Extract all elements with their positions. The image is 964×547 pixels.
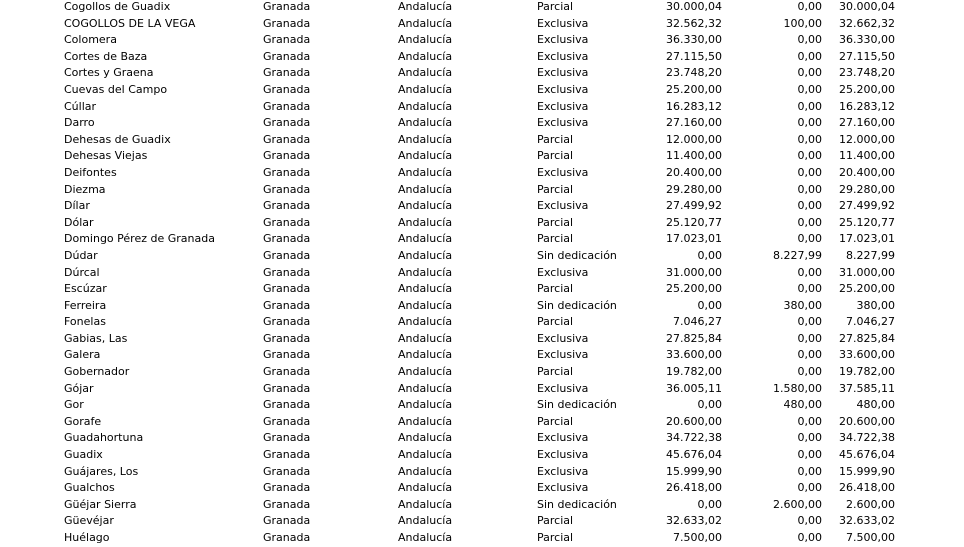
municipality-cell: Gójar — [64, 381, 94, 395]
dedication-cell: Sin dedicación — [537, 298, 617, 312]
amount-2-cell: 0,00 — [797, 265, 822, 279]
table-row — [0, 347, 964, 364]
total-cell: 7.046,27 — [846, 315, 895, 329]
dedication-cell: Exclusiva — [537, 331, 589, 345]
municipality-cell: Guadahortuna — [64, 431, 144, 445]
dedication-cell: Parcial — [537, 282, 574, 296]
total-cell: 19.782,00 — [839, 365, 895, 379]
table-row — [0, 82, 964, 99]
amount-1-cell: 12.000,00 — [666, 132, 722, 146]
municipality-cell: Cortes de Baza — [64, 49, 148, 63]
dedication-cell: Parcial — [537, 0, 574, 13]
amount-2-cell: 0,00 — [797, 414, 822, 428]
region-cell: Andalucía — [398, 348, 453, 362]
dedication-cell: Exclusiva — [537, 165, 589, 179]
region-cell: Andalucía — [398, 315, 453, 329]
amount-2-cell: 0,00 — [797, 215, 822, 229]
province-cell: Granada — [263, 248, 311, 262]
amount-1-cell: 32.633,02 — [666, 514, 722, 528]
province-cell: Granada — [263, 365, 311, 379]
province-cell: Granada — [263, 381, 311, 395]
total-cell: 8.227,99 — [846, 248, 895, 262]
table-row — [0, 148, 964, 165]
province-cell: Granada — [263, 531, 311, 544]
municipality-cell: Gobernador — [64, 365, 130, 379]
municipality-cell: Escúzar — [64, 282, 107, 296]
total-cell: 31.000,00 — [839, 265, 895, 279]
table-row — [0, 447, 964, 464]
table-row — [0, 480, 964, 497]
municipality-cell: Dílar — [64, 199, 90, 213]
amount-2-cell: 0,00 — [797, 165, 822, 179]
municipality-cell: Huélago — [64, 531, 110, 544]
dedication-cell: Parcial — [537, 132, 574, 146]
total-cell: 480,00 — [856, 398, 895, 412]
table-row — [0, 132, 964, 149]
amount-1-cell: 33.600,00 — [666, 348, 722, 362]
table-row — [0, 65, 964, 82]
province-cell: Granada — [263, 448, 311, 462]
table-row — [0, 99, 964, 116]
table-row — [0, 32, 964, 49]
amount-2-cell: 0,00 — [797, 448, 822, 462]
amount-2-cell: 0,00 — [797, 99, 822, 113]
amount-1-cell: 23.748,20 — [666, 66, 722, 80]
region-cell: Andalucía — [398, 464, 453, 478]
municipality-cell: Galera — [64, 348, 101, 362]
dedication-cell: Parcial — [537, 414, 574, 428]
municipality-cell: Ferreira — [64, 298, 107, 312]
amount-2-cell: 0,00 — [797, 66, 822, 80]
province-cell: Granada — [263, 99, 311, 113]
region-cell: Andalucía — [398, 431, 453, 445]
amount-1-cell: 32.562,32 — [666, 16, 722, 30]
dedication-cell: Exclusiva — [537, 481, 589, 495]
dedication-cell: Sin dedicación — [537, 248, 617, 262]
amount-1-cell: 27.115,50 — [666, 49, 722, 63]
dedication-cell: Exclusiva — [537, 448, 589, 462]
amount-2-cell: 0,00 — [797, 464, 822, 478]
region-cell: Andalucía — [398, 16, 453, 30]
province-cell: Granada — [263, 132, 311, 146]
table-row — [0, 331, 964, 348]
municipality-cell: Güéjar Sierra — [64, 497, 137, 511]
municipality-cell: Cúllar — [64, 99, 97, 113]
municipality-cell: Diezma — [64, 182, 106, 196]
amount-1-cell: 15.999,90 — [666, 464, 722, 478]
municipality-cell: Fonelas — [64, 315, 106, 329]
municipality-cell: Cuevas del Campo — [64, 82, 168, 96]
dedication-cell: Exclusiva — [537, 431, 589, 445]
table-row — [0, 281, 964, 298]
region-cell: Andalucía — [398, 232, 453, 246]
total-cell: 32.662,32 — [839, 16, 895, 30]
municipality-cell: Guadix — [64, 448, 103, 462]
province-cell: Granada — [263, 282, 311, 296]
dedication-cell: Exclusiva — [537, 33, 589, 47]
table-row — [0, 215, 964, 232]
table-row — [0, 497, 964, 514]
amount-2-cell: 100,00 — [783, 16, 822, 30]
province-cell: Granada — [263, 348, 311, 362]
amount-2-cell: 0,00 — [797, 232, 822, 246]
dedication-cell: Parcial — [537, 365, 574, 379]
region-cell: Andalucía — [398, 481, 453, 495]
province-cell: Granada — [263, 16, 311, 30]
amount-1-cell: 19.782,00 — [666, 365, 722, 379]
dedication-cell: Exclusiva — [537, 16, 589, 30]
municipality-cell: Cortes y Graena — [64, 66, 154, 80]
province-cell: Granada — [263, 199, 311, 213]
amount-2-cell: 0,00 — [797, 199, 822, 213]
table-row — [0, 165, 964, 182]
region-cell: Andalucía — [398, 531, 453, 544]
table-row — [0, 16, 964, 33]
region-cell: Andalucía — [398, 265, 453, 279]
province-cell: Granada — [263, 182, 311, 196]
dedication-cell: Exclusiva — [537, 381, 589, 395]
region-cell: Andalucía — [398, 199, 453, 213]
amount-1-cell: 30.000,04 — [666, 0, 722, 13]
amount-1-cell: 0,00 — [697, 398, 722, 412]
region-cell: Andalucía — [398, 514, 453, 528]
amount-2-cell: 0,00 — [797, 132, 822, 146]
total-cell: 25.200,00 — [839, 82, 895, 96]
amount-2-cell: 0,00 — [797, 82, 822, 96]
dedication-cell: Parcial — [537, 182, 574, 196]
province-cell: Granada — [263, 398, 311, 412]
amount-2-cell: 8.227,99 — [773, 248, 822, 262]
total-cell: 7.500,00 — [846, 531, 895, 544]
province-cell: Granada — [263, 215, 311, 229]
province-cell: Granada — [263, 265, 311, 279]
dedication-cell: Parcial — [537, 232, 574, 246]
municipality-cell: Colomera — [64, 33, 117, 47]
region-cell: Andalucía — [398, 99, 453, 113]
total-cell: 27.115,50 — [839, 49, 895, 63]
table-row — [0, 381, 964, 398]
amount-1-cell: 31.000,00 — [666, 265, 722, 279]
total-cell: 25.200,00 — [839, 282, 895, 296]
amount-1-cell: 0,00 — [697, 248, 722, 262]
dedication-cell: Exclusiva — [537, 82, 589, 96]
table-row — [0, 414, 964, 431]
amount-1-cell: 26.418,00 — [666, 481, 722, 495]
region-cell: Andalucía — [398, 0, 453, 13]
table-row — [0, 513, 964, 530]
total-cell: 30.000,04 — [839, 0, 895, 13]
amount-2-cell: 0,00 — [797, 365, 822, 379]
total-cell: 32.633,02 — [839, 514, 895, 528]
municipality-cell: Deifontes — [64, 165, 117, 179]
province-cell: Granada — [263, 33, 311, 47]
amount-2-cell: 0,00 — [797, 49, 822, 63]
dedication-cell: Parcial — [537, 315, 574, 329]
total-cell: 27.499,92 — [839, 199, 895, 213]
total-cell: 15.999,90 — [839, 464, 895, 478]
municipality-cell: COGOLLOS DE LA VEGA — [64, 16, 196, 30]
total-cell: 45.676,04 — [839, 448, 895, 462]
municipality-cell: Gorafe — [64, 414, 102, 428]
table-row — [0, 231, 964, 248]
region-cell: Andalucía — [398, 215, 453, 229]
table-row — [0, 298, 964, 315]
total-cell: 23.748,20 — [839, 66, 895, 80]
table-row — [0, 464, 964, 481]
municipality-cell: Darro — [64, 116, 95, 130]
municipality-cell: Guájares, Los — [64, 464, 139, 478]
total-cell: 26.418,00 — [839, 481, 895, 495]
amount-1-cell: 36.330,00 — [666, 33, 722, 47]
amount-1-cell: 27.825,84 — [666, 331, 722, 345]
dedication-cell: Exclusiva — [537, 49, 589, 63]
dedication-cell: Exclusiva — [537, 265, 589, 279]
region-cell: Andalucía — [398, 116, 453, 130]
dedication-cell: Parcial — [537, 531, 574, 544]
total-cell: 12.000,00 — [839, 132, 895, 146]
province-cell: Granada — [263, 414, 311, 428]
total-cell: 16.283,12 — [839, 99, 895, 113]
total-cell: 11.400,00 — [839, 149, 895, 163]
dedication-cell: Sin dedicación — [537, 398, 617, 412]
dedication-cell: Exclusiva — [537, 464, 589, 478]
table-row — [0, 314, 964, 331]
table-row — [0, 198, 964, 215]
province-cell: Granada — [263, 165, 311, 179]
amount-2-cell: 0,00 — [797, 481, 822, 495]
amount-2-cell: 0,00 — [797, 33, 822, 47]
amount-2-cell: 0,00 — [797, 116, 822, 130]
municipality-cell: Cogollos de Guadix — [64, 0, 171, 13]
municipality-cell: Dúdar — [64, 248, 98, 262]
province-cell: Granada — [263, 0, 311, 13]
municipality-cell: Domingo Pérez de Granada — [64, 232, 215, 246]
table-row — [0, 49, 964, 66]
municipality-cell: Dehesas Viejas — [64, 149, 148, 163]
amount-1-cell: 0,00 — [697, 298, 722, 312]
amount-1-cell: 29.280,00 — [666, 182, 722, 196]
amount-1-cell: 7.500,00 — [673, 531, 722, 544]
province-cell: Granada — [263, 49, 311, 63]
municipality-cell: Güevéjar — [64, 514, 114, 528]
municipality-cell: Dehesas de Guadix — [64, 132, 171, 146]
amount-2-cell: 0,00 — [797, 182, 822, 196]
province-cell: Granada — [263, 298, 311, 312]
table-row — [0, 265, 964, 282]
amount-2-cell: 0,00 — [797, 531, 822, 544]
table-row — [0, 530, 964, 547]
dedication-cell: Exclusiva — [537, 99, 589, 113]
amount-1-cell: 11.400,00 — [666, 149, 722, 163]
province-cell: Granada — [263, 431, 311, 445]
total-cell: 20.400,00 — [839, 165, 895, 179]
total-cell: 36.330,00 — [839, 33, 895, 47]
amount-1-cell: 25.200,00 — [666, 82, 722, 96]
total-cell: 27.825,84 — [839, 331, 895, 345]
amount-2-cell: 0,00 — [797, 149, 822, 163]
region-cell: Andalucía — [398, 165, 453, 179]
province-cell: Granada — [263, 315, 311, 329]
amount-1-cell: 27.499,92 — [666, 199, 722, 213]
total-cell: 380,00 — [856, 298, 895, 312]
amount-2-cell: 0,00 — [797, 431, 822, 445]
dedication-cell: Sin dedicación — [537, 497, 617, 511]
region-cell: Andalucía — [398, 49, 453, 63]
dedication-cell: Parcial — [537, 149, 574, 163]
municipality-cell: Gor — [64, 398, 84, 412]
region-cell: Andalucía — [398, 365, 453, 379]
amount-2-cell: 1.580,00 — [773, 381, 822, 395]
region-cell: Andalucía — [398, 66, 453, 80]
table-row — [0, 182, 964, 199]
municipality-cell: Dólar — [64, 215, 94, 229]
region-cell: Andalucía — [398, 298, 453, 312]
province-cell: Granada — [263, 116, 311, 130]
province-cell: Granada — [263, 149, 311, 163]
table-row — [0, 0, 964, 16]
municipality-cell: Gabias, Las — [64, 331, 128, 345]
region-cell: Andalucía — [398, 497, 453, 511]
dedication-cell: Exclusiva — [537, 199, 589, 213]
amount-2-cell: 380,00 — [783, 298, 822, 312]
table-row — [0, 115, 964, 132]
province-cell: Granada — [263, 331, 311, 345]
region-cell: Andalucía — [398, 82, 453, 96]
table-row — [0, 397, 964, 414]
province-cell: Granada — [263, 497, 311, 511]
total-cell: 25.120,77 — [839, 215, 895, 229]
amount-1-cell: 25.120,77 — [666, 215, 722, 229]
amount-1-cell: 36.005,11 — [666, 381, 722, 395]
amount-1-cell: 16.283,12 — [666, 99, 722, 113]
total-cell: 17.023,01 — [839, 232, 895, 246]
amount-2-cell: 2.600,00 — [773, 497, 822, 511]
province-cell: Granada — [263, 232, 311, 246]
amount-1-cell: 20.600,00 — [666, 414, 722, 428]
amount-1-cell: 45.676,04 — [666, 448, 722, 462]
dedication-cell: Exclusiva — [537, 66, 589, 80]
region-cell: Andalucía — [398, 331, 453, 345]
dedication-cell: Exclusiva — [537, 348, 589, 362]
amount-2-cell: 0,00 — [797, 514, 822, 528]
province-cell: Granada — [263, 464, 311, 478]
dedication-cell: Exclusiva — [537, 116, 589, 130]
amount-2-cell: 0,00 — [797, 315, 822, 329]
region-cell: Andalucía — [398, 182, 453, 196]
amount-2-cell: 0,00 — [797, 282, 822, 296]
total-cell: 33.600,00 — [839, 348, 895, 362]
total-cell: 29.280,00 — [839, 182, 895, 196]
province-cell: Granada — [263, 66, 311, 80]
total-cell: 37.585,11 — [839, 381, 895, 395]
region-cell: Andalucía — [398, 149, 453, 163]
amount-1-cell: 17.023,01 — [666, 232, 722, 246]
amount-2-cell: 0,00 — [797, 0, 822, 13]
table-row — [0, 248, 964, 265]
amount-1-cell: 34.722,38 — [666, 431, 722, 445]
province-cell: Granada — [263, 82, 311, 96]
amount-1-cell: 25.200,00 — [666, 282, 722, 296]
region-cell: Andalucía — [398, 248, 453, 262]
total-cell: 27.160,00 — [839, 116, 895, 130]
table-row — [0, 430, 964, 447]
total-cell: 2.600,00 — [846, 497, 895, 511]
amount-1-cell: 0,00 — [697, 497, 722, 511]
region-cell: Andalucía — [398, 381, 453, 395]
region-cell: Andalucía — [398, 282, 453, 296]
total-cell: 34.722,38 — [839, 431, 895, 445]
amount-1-cell: 27.160,00 — [666, 116, 722, 130]
region-cell: Andalucía — [398, 448, 453, 462]
region-cell: Andalucía — [398, 414, 453, 428]
region-cell: Andalucía — [398, 398, 453, 412]
municipality-cell: Dúrcal — [64, 265, 100, 279]
table-row — [0, 364, 964, 381]
province-cell: Granada — [263, 514, 311, 528]
amount-1-cell: 7.046,27 — [673, 315, 722, 329]
total-cell: 20.600,00 — [839, 414, 895, 428]
amount-2-cell: 480,00 — [783, 398, 822, 412]
amount-2-cell: 0,00 — [797, 348, 822, 362]
municipality-cell: Gualchos — [64, 481, 115, 495]
dedication-cell: Parcial — [537, 215, 574, 229]
amount-1-cell: 20.400,00 — [666, 165, 722, 179]
dedication-cell: Parcial — [537, 514, 574, 528]
region-cell: Andalucía — [398, 132, 453, 146]
region-cell: Andalucía — [398, 33, 453, 47]
province-cell: Granada — [263, 481, 311, 495]
amount-2-cell: 0,00 — [797, 331, 822, 345]
